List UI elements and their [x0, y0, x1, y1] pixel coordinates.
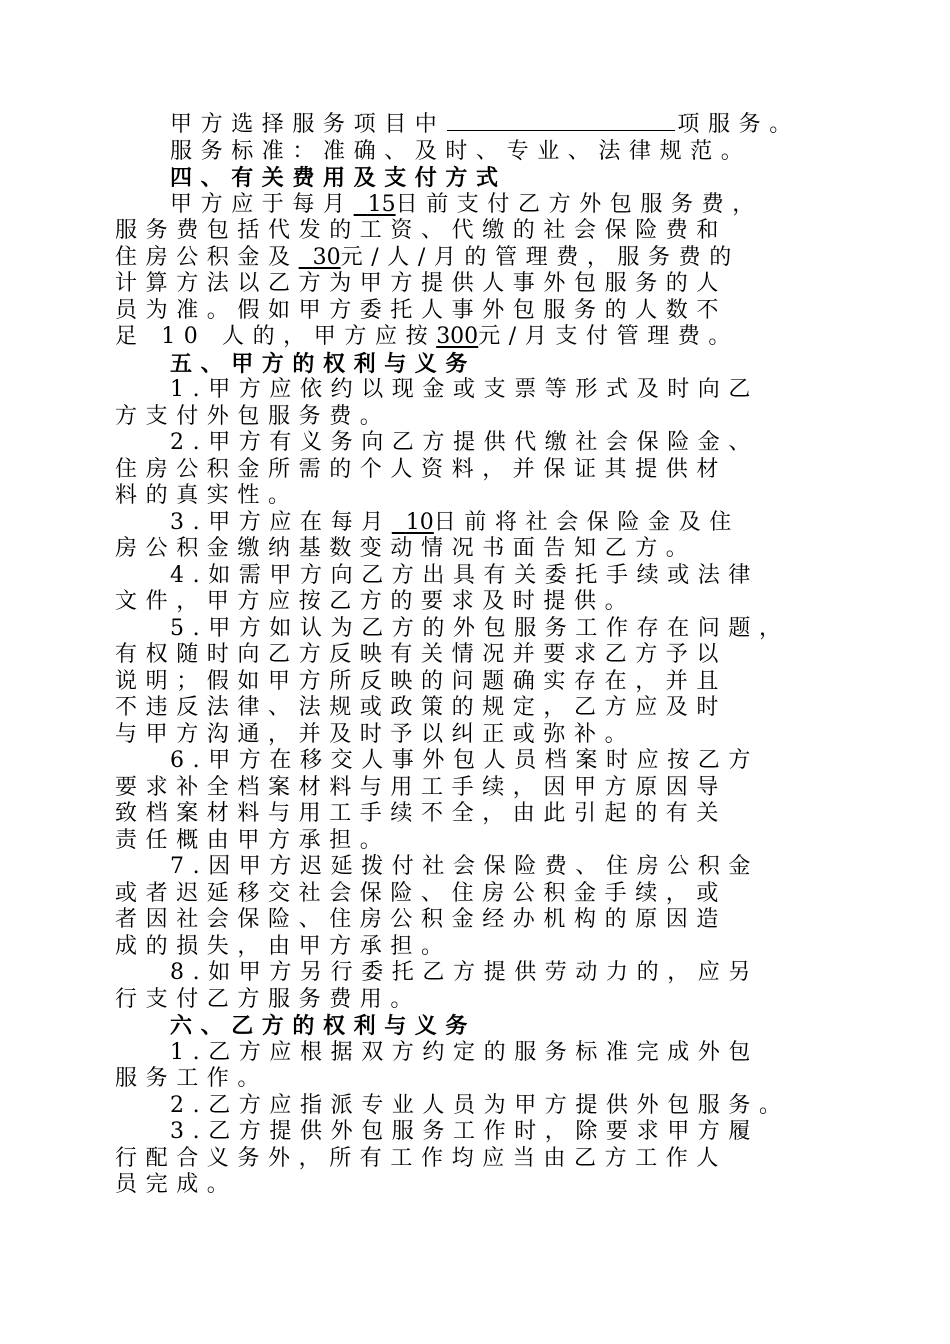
management-fee-value [299, 245, 341, 270]
management-fee-line [115, 245, 855, 272]
paragraph-line: 与甲方沟通，并及时予以纠正或弥补。 [115, 721, 636, 747]
text: 元/月支付管理费。 [478, 324, 740, 349]
section-5-heading: 五、甲方的权利与义务 [170, 350, 477, 377]
minimum-fee-value: 300 [436, 324, 479, 349]
section-4-heading: 四、有关费用及支付方式 [170, 165, 507, 191]
paragraph-line: 4.如需甲方向乙方出具有关委托手续或法律 [170, 562, 759, 588]
paragraph-line: 房公积金缴纳基数变动情况书面告知乙方。 [115, 536, 697, 561]
paragraph-line: 行支付乙方服务费用。 [115, 986, 422, 1012]
paragraph-line: 5.甲方如认为乙方的外包服务工作存在问题， [170, 615, 790, 641]
paragraph-line: 文件，甲方应按乙方的要求及时提供。 [115, 589, 636, 614]
service-items-line [115, 112, 855, 139]
paragraph-line: 要求补全档案材料与用工手续，因甲方原因导 [115, 774, 728, 800]
text: 住房公积金及 [115, 244, 299, 270]
section-6-heading: 六、乙方的权利与义务 [170, 1013, 477, 1039]
paragraph-line: 方支付外包服务费。 [115, 403, 391, 429]
paragraph-line: 说明；假如甲方所反映的问题确实存在，并且 [115, 668, 728, 694]
text: 项服务。 [677, 112, 800, 137]
paragraph-line: 1.甲方应依约以现金或支票等形式及时向乙 [170, 377, 759, 402]
text: 30 [312, 244, 341, 270]
payment-line [115, 192, 855, 219]
paragraph-line: 员完成。 [115, 1172, 238, 1197]
paragraph-line: 2.甲方有义务向乙方提供代缴社会保险金、 [170, 430, 759, 455]
paragraph-line: 不违反法律、法规或政策的规定，乙方应及时 [115, 695, 728, 720]
paragraph-line: 6.甲方在移交人事外包人员档案时应按乙方 [170, 748, 759, 773]
report-deadline-line [115, 510, 855, 537]
paragraph-line: 服务工作。 [115, 1066, 269, 1091]
report-day-value [392, 510, 434, 535]
paragraph-line: 服务费包括代发的工资、代缴的社会保险费和 [115, 218, 728, 243]
paragraph-line: 行配合义务外，所有工作均应当由乙方工作人 [115, 1145, 728, 1171]
text: 元/人/月的管理费，服务费的 [340, 244, 740, 270]
text: 日前支付乙方外包服务费， [395, 191, 763, 217]
text: 10 [405, 509, 434, 535]
contract-text [115, 112, 855, 1199]
paragraph-line: 员为准。假如甲方委托人事外包服务的人数不 [115, 297, 728, 323]
minimum-fee-line [115, 324, 855, 351]
service-standard-line: 服务标准：准确、及时、专业、法律规范。 [170, 138, 752, 164]
paragraph-line: 8.如甲方另行委托乙方提供劳动力的，应另 [170, 960, 759, 985]
text: 甲方应于每月 [170, 191, 354, 217]
paragraph-line: 2.乙方应指派专业人员为甲方提供外包服务。 [170, 1092, 790, 1118]
paragraph-line: 1.乙方应根据双方约定的服务标准完成外包 [170, 1039, 759, 1065]
text: 日前将社会保险金及住 [433, 509, 740, 535]
text: 甲方选择服务项目中 [170, 112, 446, 137]
paragraph-line: 责任概由甲方承担。 [115, 827, 391, 853]
paragraph-line: 3.乙方提供外包服务工作时，除要求甲方履 [170, 1119, 759, 1144]
paragraph-line: 住房公积金所需的个人资料，并保证其提供材 [115, 456, 728, 482]
paragraph-line: 料的真实性。 [115, 483, 299, 508]
text: 15 [367, 191, 396, 217]
paragraph-line: 致档案材料与用工手续不全，由此引起的有关 [115, 801, 728, 826]
paragraph-line: 或者迟延移交社会保险、住房公积金手续，或 [115, 880, 728, 906]
payment-day-value [354, 192, 396, 217]
service-items-blank [447, 112, 675, 131]
paragraph-line: 有权随时向乙方反映有关情况并要求乙方予以 [115, 642, 728, 667]
paragraph-line: 7.因甲方迟延拨付社会保险费、住房公积金 [170, 854, 759, 879]
text: 3.甲方应在每月 [170, 509, 392, 535]
paragraph-line: 者因社会保险、住房公积金经办机构的原因造 [115, 907, 728, 932]
paragraph-line: 成的损失，由甲方承担。 [115, 933, 452, 959]
text: 足 10 人的，甲方应按 [115, 324, 437, 349]
paragraph-line: 计算方法以乙方为甲方提供人事外包服务的人 [115, 271, 728, 296]
